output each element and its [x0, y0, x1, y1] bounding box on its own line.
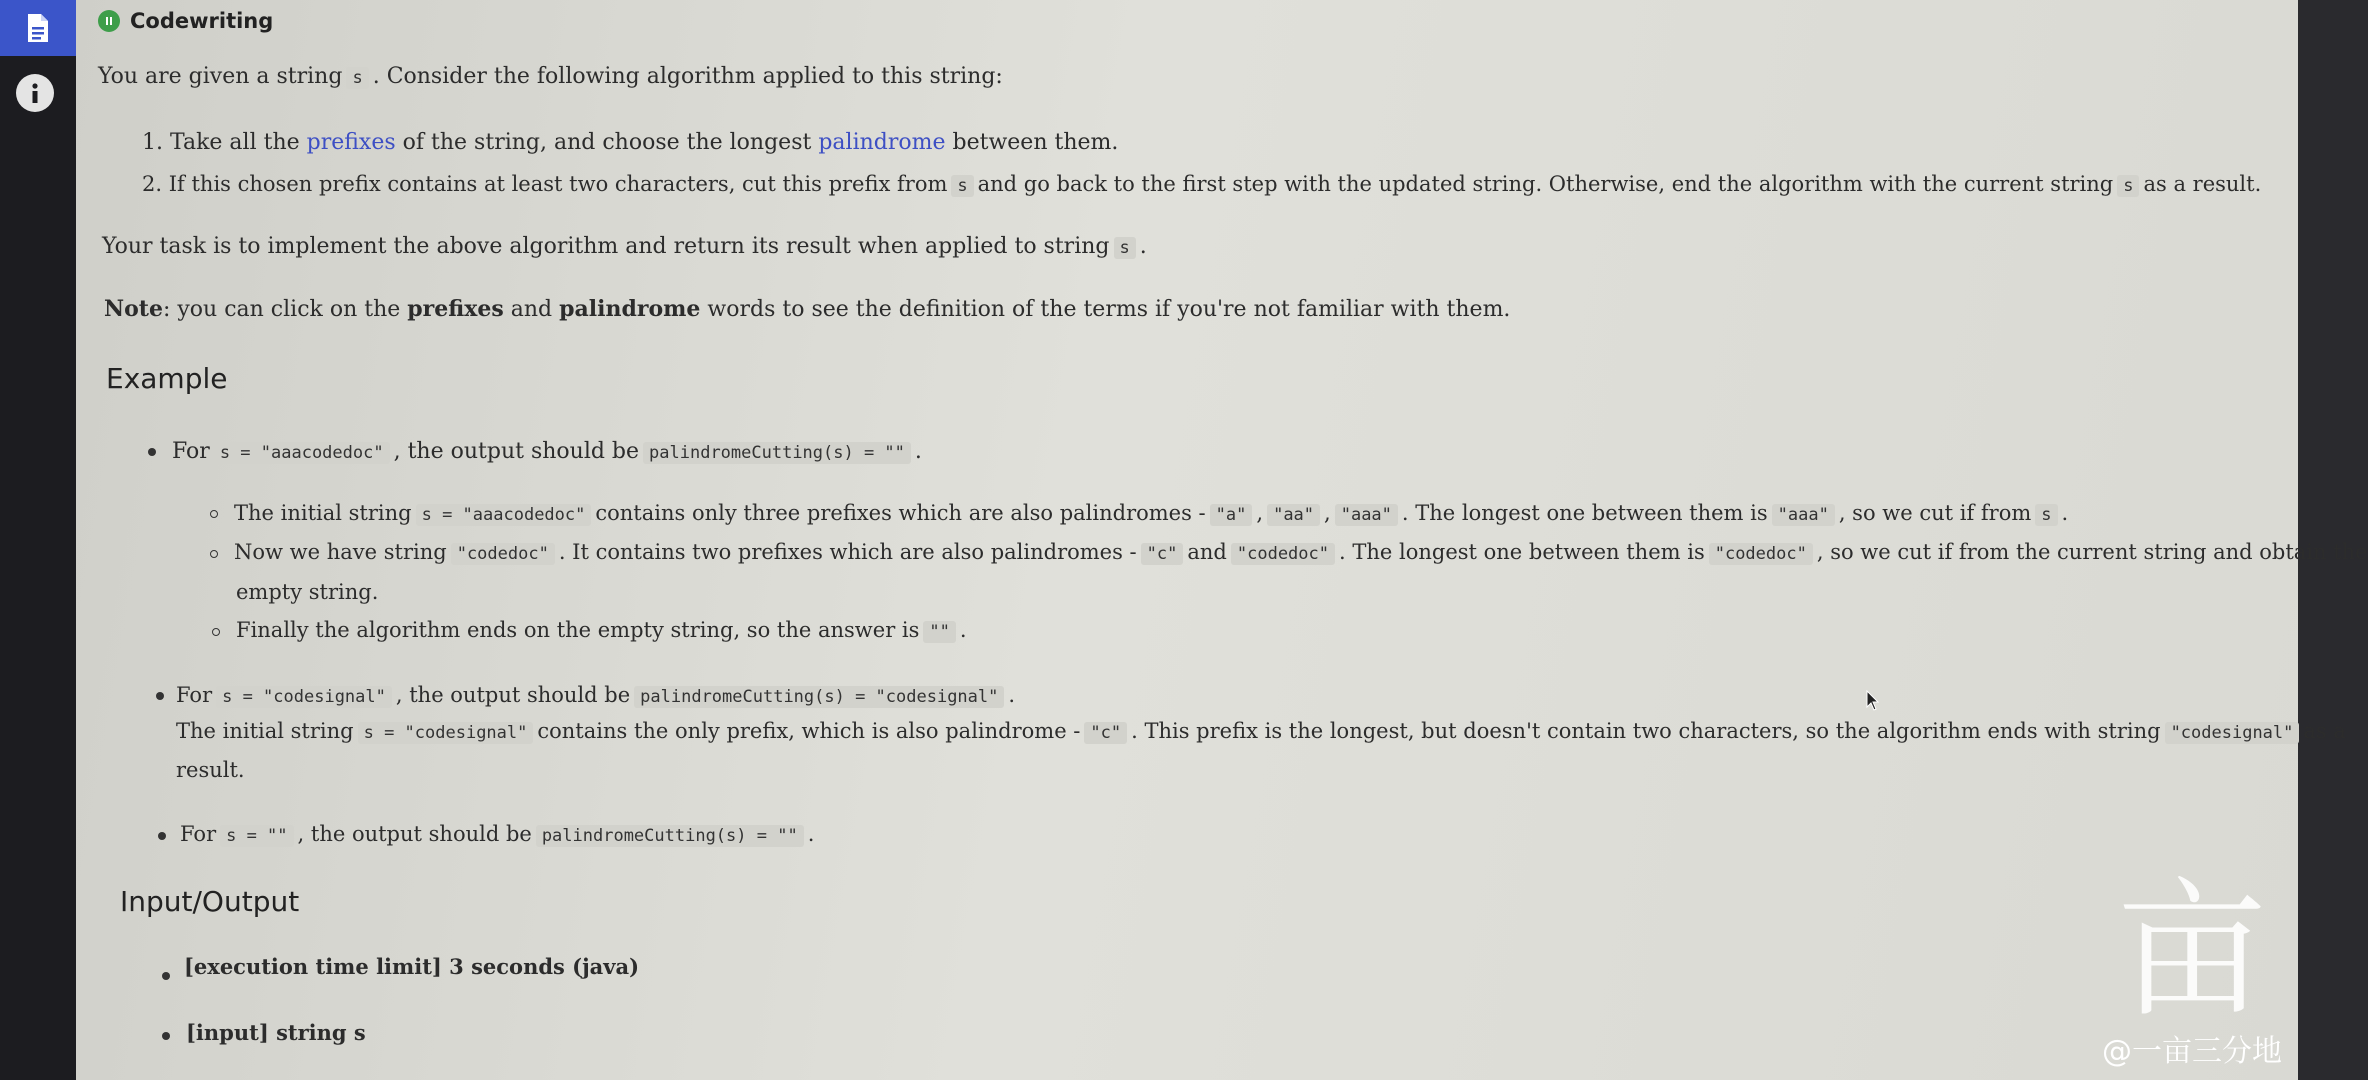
example-1-step-2: Now we have string "codedoc" . It contains two prefixes which are also palindromes - "c" and "codedoc" . The longest one between them is "codedoc" , so we cut if from the current string and obtain the	[234, 540, 2368, 564]
panel-title: Codewriting	[130, 9, 274, 33]
step-2: 2. If this chosen prefix contains at least two characters, cut this prefix from s and go back to the first step with the updated string. Otherwise, end the algorithm with the current string s as a result.	[142, 172, 2262, 196]
palindrome-link[interactable]: palindrome	[818, 130, 946, 155]
mouse-cursor-icon	[1866, 690, 1880, 712]
watermark	[2102, 864, 2282, 1070]
example-2: For s = "codesignal" , the output should be palindromeCutting(s) = "codesignal" .	[176, 683, 1016, 707]
example-1-step-3: Finally the algorithm ends on the empty string, so the answer is "" .	[236, 618, 967, 642]
info-icon	[28, 82, 42, 104]
codewriting-logo-icon	[98, 10, 120, 32]
example-2-explanation: The initial string s = "codesignal" contains the only prefix, which is also palindrome - "c" . This prefix is the longest, but doesn't contain two characters, so the algorithm ends with string "codesignal" as a	[176, 719, 2346, 743]
document-tab[interactable]	[0, 0, 76, 56]
bullet	[158, 832, 166, 840]
watermark-logo: 亩	[2116, 864, 2267, 1038]
sub-bullet	[210, 510, 218, 518]
example-3: For s = "" , the output should be palindromeCutting(s) = "" .	[180, 822, 815, 846]
bullet	[162, 1032, 170, 1040]
info-button[interactable]	[16, 74, 54, 112]
watermark-handle: @一亩三分地	[2102, 1034, 2282, 1069]
bullet	[156, 692, 164, 700]
task-paragraph: Your task is to implement the above algorithm and return its result when applied to string s .	[102, 234, 1147, 259]
sub-bullet	[212, 628, 220, 636]
intro-paragraph: You are given a string s . Consider the following algorithm applied to this string:	[98, 64, 1003, 89]
example-1: For s = "aaacodedoc" , the output should be palindromeCutting(s) = "" .	[172, 439, 922, 464]
io-input-string: [input] string s	[186, 1020, 366, 1045]
panel-header	[76, 0, 2298, 42]
example-heading: Example	[106, 362, 228, 395]
example-1-step-1: The initial string s = "aaacodedoc" contains only three prefixes which are also palindromes - "a" , "aa" , "aaa" . The longest one between them is "aaa" , so we cut if from s .	[234, 501, 2069, 525]
note-paragraph: Note: you can click on the prefixes and palindrome words to see the definition of the terms if you're not familiar with them.	[104, 296, 1511, 322]
sidebar	[0, 0, 76, 1080]
prefixes-link[interactable]: prefixes	[306, 130, 396, 155]
example-1-step-2-continued: empty string.	[236, 580, 379, 604]
example-2-explanation-continued: result.	[176, 758, 245, 782]
problem-panel	[76, 0, 2368, 1080]
input-output-heading: Input/Output	[120, 885, 300, 918]
step-1: 1. Take all the prefixes of the string, and choose the longest palindrome between them.	[142, 130, 1119, 155]
io-execution-time-limit: [execution time limit] 3 seconds (java)	[184, 954, 640, 979]
bullet	[148, 448, 156, 456]
bullet	[162, 972, 170, 980]
document-icon	[26, 13, 50, 43]
sub-bullet	[210, 550, 218, 558]
